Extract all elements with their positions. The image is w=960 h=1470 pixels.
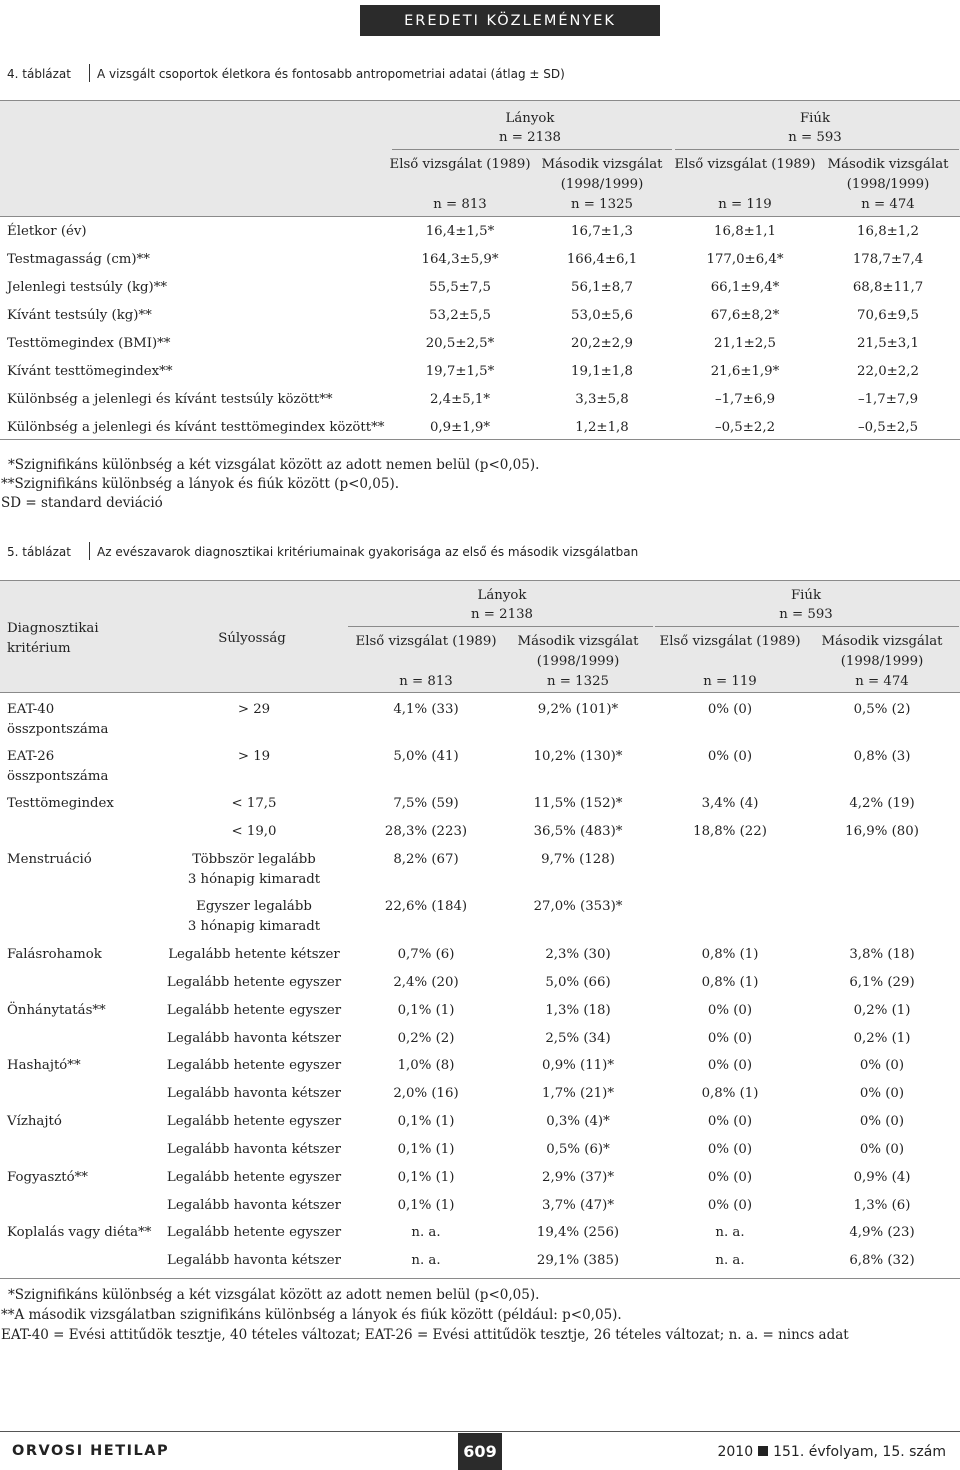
subheader-title: Első vizsgálat (1989) (674, 157, 816, 172)
subheader-title: Első vizsgálat (1989) (389, 157, 531, 172)
table4-note: *Szignifikáns különbség a két vizsgálat között az adott nemen belül (p<0,05). (8, 457, 540, 473)
table-cell: 22,6% (184) (384, 899, 468, 914)
severity-label: Legalább hetente egyszer (166, 1058, 342, 1073)
criterion-label: EAT-40 (7, 702, 55, 717)
severity-label: Egyszer legalább (196, 899, 312, 914)
table-cell: n. a. (715, 1253, 745, 1268)
table-cell: 16,9% (80) (845, 824, 919, 839)
table-cell: 19,4% (256) (536, 1225, 620, 1240)
severity-header: Súlyosság (218, 631, 286, 646)
table-cell: 19,7±1,5* (425, 364, 495, 379)
subheader-title: Második vizsgálat (541, 157, 663, 172)
table-cell: 0,8% (1) (701, 1086, 759, 1101)
group-n: n = 593 (779, 607, 833, 622)
table-cell: 16,4±1,5* (425, 224, 495, 239)
subheader-n: n = 1325 (547, 674, 609, 689)
severity-label: Legalább havonta kétszer (167, 1086, 341, 1101)
subheader-years: (1998/1999) (846, 177, 930, 192)
subheader-n: n = 813 (399, 674, 453, 689)
table-cell: 21,5±3,1 (857, 336, 919, 351)
table-cell: 0% (0) (859, 1114, 905, 1129)
table-cell: 16,8±1,2 (857, 224, 919, 239)
severity-label: Legalább hetente egyszer (166, 1114, 342, 1129)
severity-label: 3 hónapig kimaradt (187, 872, 321, 887)
subheader-n: n = 813 (433, 197, 487, 212)
table-cell: 3,7% (47)* (542, 1198, 614, 1213)
table-cell: 2,4% (20) (393, 975, 459, 990)
table-cell: 7,5% (59) (393, 796, 459, 811)
table-cell: 5,0% (66) (545, 975, 611, 990)
severity-label: > 29 (237, 702, 271, 717)
table-cell: 20,5±2,5* (425, 336, 495, 351)
table-cell: 1,7% (21)* (542, 1086, 614, 1101)
criterion-label: Menstruáció (7, 852, 92, 867)
table-cell: 0,5% (2) (853, 702, 911, 717)
subheader-title: Második vizsgálat (827, 157, 949, 172)
table-cell: 6,8% (32) (849, 1253, 915, 1268)
severity-label: Legalább hetente kétszer (168, 947, 340, 962)
table-cell: 0,8% (1) (701, 975, 759, 990)
row-label: Életkor (év) (7, 224, 87, 239)
table-cell: 28,3% (223) (384, 824, 468, 839)
table-cell: 0,3% (4)* (546, 1114, 610, 1129)
table-cell: 0,1% (1) (397, 1114, 455, 1129)
table-cell: 8,2% (67) (393, 852, 459, 867)
table5-note: EAT-40 = Evési attitűdök tesztje, 40 tételes változat; EAT-26 = Evési attitűdök tesztje, 26 tételes változat; n. a. = nincs adat (1, 1327, 849, 1343)
table-cell: 3,3±5,8 (575, 392, 629, 407)
table-cell: n. a. (715, 1225, 745, 1240)
table-cell: 178,7±7,4 (852, 252, 924, 267)
issue-info (717, 1444, 946, 1460)
row-label: Kívánt testsúly (kg)** (7, 308, 152, 323)
table-cell: 0,9% (4) (853, 1170, 911, 1185)
table-cell: 3,4% (4) (701, 796, 759, 811)
table-cell: 0% (0) (859, 1058, 905, 1073)
table-cell: 0% (0) (707, 1142, 753, 1157)
criterion-label: Koplalás vagy diéta** (7, 1225, 152, 1240)
table-cell: 9,7% (128) (541, 852, 615, 867)
issue-volume: 151. évfolyam, 15. szám (773, 1444, 946, 1460)
table-cell: 70,6±9,5 (857, 308, 919, 323)
row-label: Testtömegindex (BMI)** (7, 336, 171, 351)
table-cell: 2,9% (37)* (542, 1170, 614, 1185)
table-cell: 0% (0) (707, 1031, 753, 1046)
table-cell: 1,2±1,8 (575, 420, 629, 435)
row-label: Különbség a jelenlegi és kívánt testsúly között** (7, 392, 333, 407)
severity-label: < 17,5 (231, 796, 277, 811)
criterion-label: összpontszáma (7, 722, 109, 737)
row-label: Kívánt testtömegindex** (7, 364, 173, 379)
table-cell: 0% (0) (707, 749, 753, 764)
table-cell: 1,3% (18) (545, 1003, 611, 1018)
table5-note: *Szignifikáns különbség a két vizsgálat között az adott nemen belül (p<0,05). (8, 1287, 540, 1303)
table-cell: 0% (0) (707, 1198, 753, 1213)
group-name: Lányok (477, 588, 527, 603)
table5-title: Az evészavarok diagnosztikai kritériumainak gyakorisága az első és második vizsgálatban (97, 545, 639, 559)
group-name: Fiúk (790, 588, 822, 603)
row-label: Jelenlegi testsúly (kg)** (7, 280, 167, 295)
subheader-n: n = 119 (703, 674, 757, 689)
table-cell: 66,1±9,4* (710, 280, 780, 295)
criterion-label: Falásrohamok (7, 947, 102, 962)
table-cell: 29,1% (385) (536, 1253, 620, 1268)
subheader-n: n = 474 (855, 674, 909, 689)
subheader-title: Első vizsgálat (1989) (659, 634, 801, 649)
table5-note: **A második vizsgálatban szignifikáns különbség a lányok és fiúk között (például: p<0,05). (1, 1307, 622, 1323)
subheader-title: Második vizsgálat (517, 634, 639, 649)
issue-year: 2010 (717, 1444, 754, 1460)
table-cell: 2,5% (34) (545, 1031, 611, 1046)
subheader-n: n = 1325 (571, 197, 633, 212)
table5-number: 5. táblázat (7, 545, 71, 559)
square-bullet-icon (758, 1446, 768, 1456)
group-name: Fiúk (799, 111, 831, 126)
table-cell: 21,1±2,5 (714, 336, 776, 351)
subheader-title: Második vizsgálat (821, 634, 943, 649)
table4-note: SD = standard deviáció (1, 495, 163, 511)
table-cell: 2,0% (16) (393, 1086, 459, 1101)
table-cell: 53,0±5,6 (571, 308, 633, 323)
severity-label: Legalább havonta kétszer (167, 1142, 341, 1157)
criterion-header: kritérium (7, 641, 71, 656)
table-cell: 16,8±1,1 (714, 224, 776, 239)
table-cell: 0,2% (1) (853, 1031, 911, 1046)
table-cell: 0% (0) (859, 1142, 905, 1157)
table-cell: –1,7±6,9 (714, 392, 776, 407)
table-cell: 2,4±5,1* (429, 392, 491, 407)
severity-label: Legalább havonta kétszer (167, 1253, 341, 1268)
section-header: EREDETI KÖZLEMÉNYEK (360, 5, 660, 36)
subheader-n: n = 119 (718, 197, 772, 212)
table-cell: –0,5±2,2 (714, 420, 776, 435)
table-cell: 55,5±7,5 (429, 280, 491, 295)
table-cell: 0% (0) (707, 1170, 753, 1185)
group-n: n = 593 (788, 130, 842, 145)
subheader-title: Első vizsgálat (1989) (355, 634, 497, 649)
table4-title: A vizsgált csoportok életkora és fontosabb antropometriai adatai (átlag ± SD) (97, 67, 565, 81)
table-cell: 2,3% (30) (545, 947, 611, 962)
table-cell: 0,2% (1) (853, 1003, 911, 1018)
table-cell: 53,2±5,5 (429, 308, 491, 323)
criterion-label: Testtömegindex (7, 796, 114, 811)
journal-name: ORVOSI HETILAP (12, 1443, 170, 1459)
table-cell: 4,2% (19) (849, 796, 915, 811)
table-cell: 0% (0) (859, 1086, 905, 1101)
table-cell: 10,2% (130)* (533, 749, 623, 764)
severity-label: 3 hónapig kimaradt (187, 919, 321, 934)
table-cell: 4,9% (23) (849, 1225, 915, 1240)
table-cell: 4,1% (33) (393, 702, 459, 717)
table-cell: 68,8±11,7 (852, 280, 924, 295)
table-cell: 18,8% (22) (693, 824, 767, 839)
criterion-header: Diagnosztikai (7, 621, 99, 636)
table-cell: 0,8% (3) (853, 749, 911, 764)
table-cell: 0,9±1,9* (429, 420, 491, 435)
table-cell: 36,5% (483)* (533, 824, 623, 839)
criterion-label: EAT-26 (7, 749, 55, 764)
page-number: 609 (458, 1433, 502, 1470)
table-cell: 0% (0) (707, 702, 753, 717)
criterion-label: Hashajtó** (7, 1058, 81, 1073)
table-cell: n. a. (411, 1253, 441, 1268)
table-cell: 0,8% (1) (701, 947, 759, 962)
table-cell: 67,6±8,2* (710, 308, 780, 323)
table-cell: 164,3±5,9* (421, 252, 499, 267)
table-cell: –1,7±7,9 (857, 392, 919, 407)
table-cell: 0,9% (11)* (542, 1058, 614, 1073)
table-cell: 16,7±1,3 (571, 224, 633, 239)
criterion-label: Vízhajtó (7, 1114, 62, 1129)
table-cell: 21,6±1,9* (710, 364, 780, 379)
table-cell: 0,7% (6) (397, 947, 455, 962)
table-cell: 0,1% (1) (397, 1170, 455, 1185)
group-n: n = 2138 (499, 130, 561, 145)
table-cell: 6,1% (29) (849, 975, 915, 990)
table-cell: 0,1% (1) (397, 1198, 455, 1213)
severity-label: > 19 (237, 749, 271, 764)
severity-label: < 19,0 (231, 824, 277, 839)
table-cell: 0,1% (1) (397, 1142, 455, 1157)
table-cell: 5,0% (41) (393, 749, 459, 764)
table-cell: n. a. (411, 1225, 441, 1240)
table-cell: 1,0% (8) (397, 1058, 455, 1073)
table-cell: 177,0±6,4* (706, 252, 784, 267)
table-cell: 27,0% (353)* (533, 899, 623, 914)
table-cell: 0,2% (2) (397, 1031, 455, 1046)
severity-label: Legalább hetente egyszer (166, 1225, 342, 1240)
table-cell: 9,2% (101)* (537, 702, 619, 717)
table-cell: 0% (0) (707, 1114, 753, 1129)
subheader-n: n = 474 (861, 197, 915, 212)
criterion-label: Fogyasztó** (7, 1170, 88, 1185)
table-cell: 22,0±2,2 (857, 364, 919, 379)
table-cell: 166,4±6,1 (566, 252, 638, 267)
table-cell: –0,5±2,5 (857, 420, 919, 435)
severity-label: Legalább hetente egyszer (166, 975, 342, 990)
table4-note: **Szignifikáns különbség a lányok és fiúk között (p<0,05). (1, 476, 400, 492)
severity-label: Többször legalább (192, 852, 316, 867)
table-cell: 0% (0) (707, 1003, 753, 1018)
table4-number: 4. táblázat (7, 67, 71, 81)
severity-label: Legalább hetente egyszer (166, 1170, 342, 1185)
subheader-years: (1998/1999) (560, 177, 644, 192)
severity-label: Legalább hetente egyszer (166, 1003, 342, 1018)
table-cell: 11,5% (152)* (533, 796, 623, 811)
row-label: Testmagasság (cm)** (7, 252, 150, 267)
row-label: Különbség a jelenlegi és kívánt testtömegindex között** (7, 420, 385, 435)
table-cell: 3,8% (18) (849, 947, 915, 962)
table-cell: 0% (0) (707, 1058, 753, 1073)
table-cell: 0,1% (1) (397, 1003, 455, 1018)
severity-label: Legalább havonta kétszer (167, 1031, 341, 1046)
criterion-label: Önhánytatás** (7, 1003, 106, 1018)
severity-label: Legalább havonta kétszer (167, 1198, 341, 1213)
table-cell: 1,3% (6) (853, 1198, 911, 1213)
group-name: Lányok (505, 111, 555, 126)
criterion-label: összpontszáma (7, 769, 109, 784)
subheader-years: (1998/1999) (536, 654, 620, 669)
subheader-years: (1998/1999) (840, 654, 924, 669)
group-n: n = 2138 (471, 607, 533, 622)
table-cell: 19,1±1,8 (571, 364, 633, 379)
table-cell: 0,5% (6)* (546, 1142, 610, 1157)
table-cell: 20,2±2,9 (571, 336, 633, 351)
table-cell: 56,1±8,7 (571, 280, 633, 295)
